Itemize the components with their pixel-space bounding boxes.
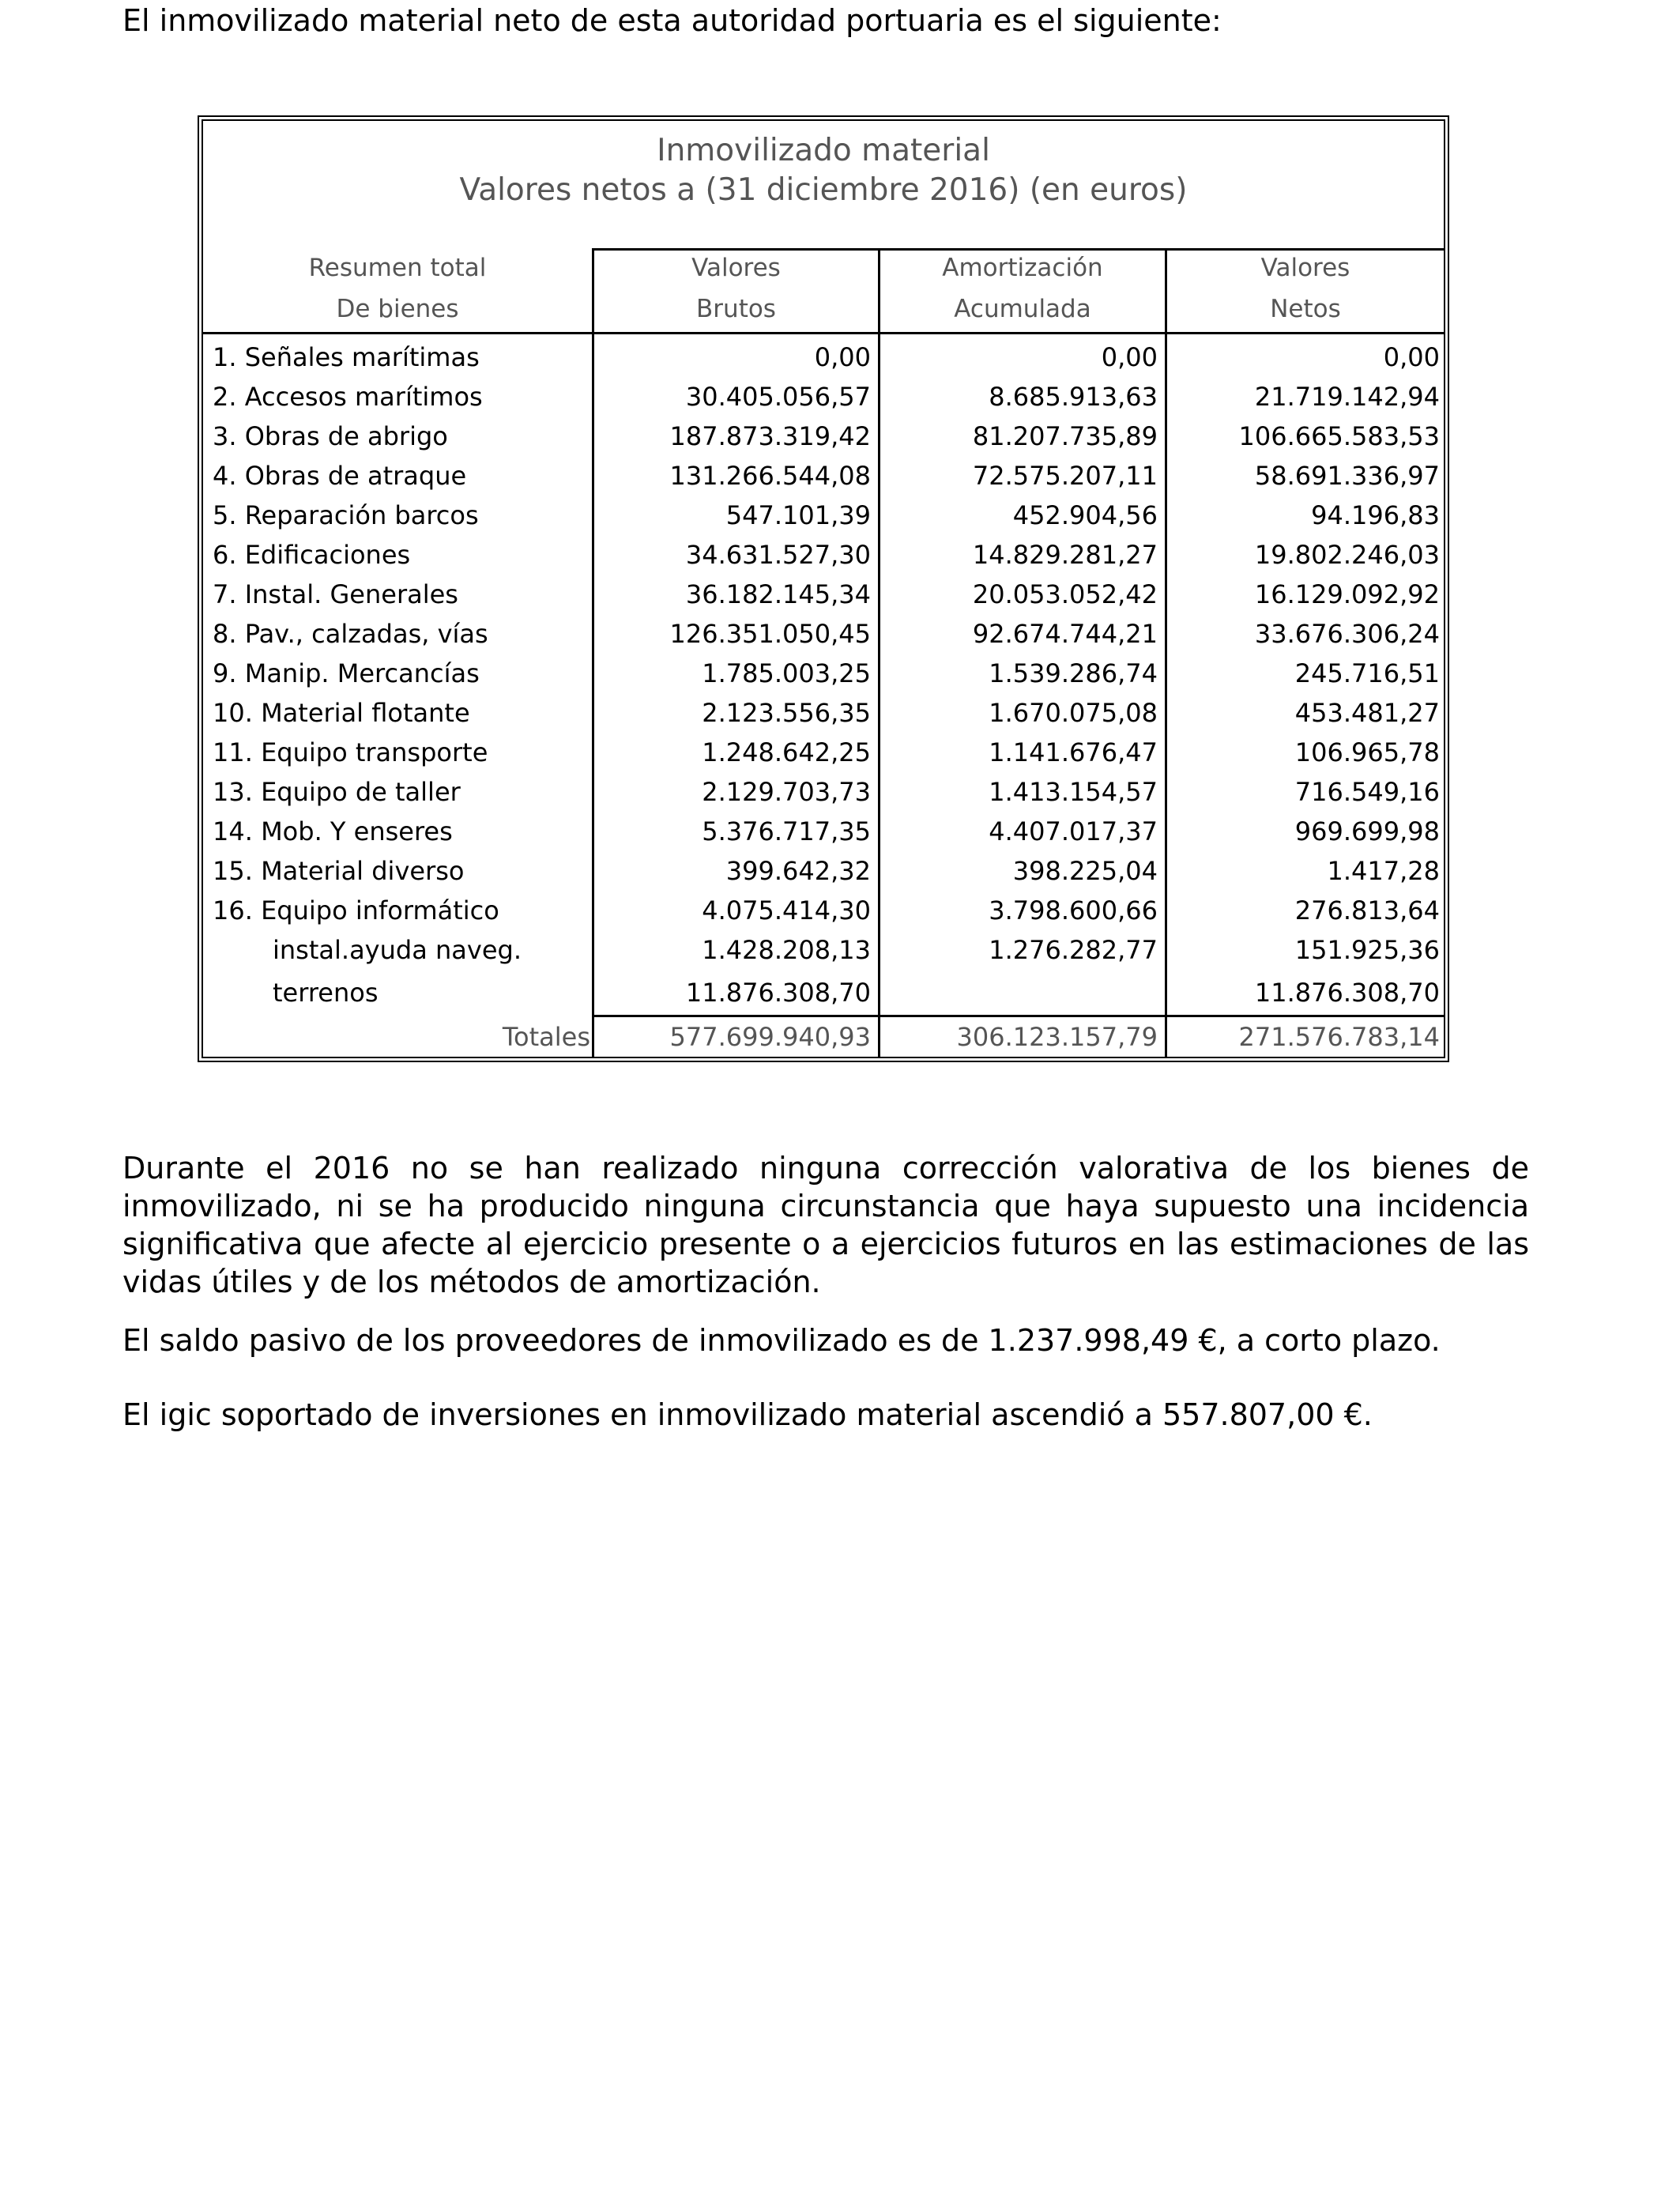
row-bruto: 399.642,32 bbox=[725, 856, 871, 886]
table-row bbox=[203, 891, 1444, 930]
table-row bbox=[203, 930, 1444, 970]
totals-row bbox=[203, 1017, 1444, 1057]
header-netos-line2: Netos bbox=[1270, 295, 1341, 323]
row-bruto: 187.873.319,42 bbox=[669, 421, 871, 451]
row-amort: 452.904,56 bbox=[1012, 500, 1158, 530]
row-neto: 58.691.336,97 bbox=[1254, 461, 1440, 491]
row-name: 4. Obras de atraque bbox=[213, 461, 467, 491]
row-neto: 33.676.306,24 bbox=[1254, 619, 1440, 649]
table-row bbox=[203, 377, 1444, 417]
row-bruto: 0,00 bbox=[814, 342, 871, 372]
row-name: 11. Equipo transporte bbox=[213, 737, 488, 767]
row-amort: 81.207.735,89 bbox=[972, 421, 1158, 451]
row-bruto: 1.785.003,25 bbox=[702, 658, 871, 688]
header-amortizacion-line2: Acumulada bbox=[954, 295, 1091, 323]
row-amort: 3.798.600,66 bbox=[989, 895, 1158, 925]
row-amort: 1.276.282,77 bbox=[989, 935, 1158, 965]
row-bruto: 30.405.056,57 bbox=[685, 382, 871, 412]
row-neto: 94.196,83 bbox=[1311, 500, 1440, 530]
row-amort: 20.053.052,42 bbox=[972, 579, 1158, 609]
row-bruto: 5.376.717,35 bbox=[702, 816, 871, 846]
header-brutos-line1: Valores bbox=[691, 254, 781, 282]
table-row bbox=[203, 575, 1444, 614]
row-neto: 0,00 bbox=[1383, 342, 1440, 372]
table-row bbox=[203, 535, 1444, 575]
row-amort: 1.413.154,57 bbox=[989, 777, 1158, 807]
header-resumen-line1: Resumen total bbox=[308, 254, 487, 282]
table-title-block bbox=[203, 121, 1444, 248]
table-row bbox=[203, 614, 1444, 654]
row-name: instal.ayuda naveg. bbox=[273, 935, 522, 965]
header-resumen bbox=[203, 247, 592, 330]
header-amortizacion-line1: Amortización bbox=[942, 254, 1103, 282]
table-row bbox=[203, 973, 1444, 1012]
row-neto: 16.129.092,92 bbox=[1254, 579, 1440, 609]
row-amort: 398.225,04 bbox=[1012, 856, 1158, 886]
row-amort: 1.539.286,74 bbox=[989, 658, 1158, 688]
row-bruto: 4.075.414,30 bbox=[702, 895, 871, 925]
row-amort: 14.829.281,27 bbox=[972, 540, 1158, 570]
row-amort: 4.407.017,37 bbox=[989, 816, 1158, 846]
totals-bruto: 577.699.940,93 bbox=[669, 1022, 871, 1052]
row-name: 8. Pav., calzadas, vías bbox=[213, 619, 488, 649]
row-name: 10. Material flotante bbox=[213, 698, 470, 728]
row-name: 14. Mob. Y enseres bbox=[213, 816, 453, 846]
row-name: 7. Instal. Generales bbox=[213, 579, 458, 609]
paragraph-igic: El igic soportado de inversiones en inmovilizado material ascendió a 557.807,00 €. bbox=[122, 1397, 1373, 1432]
row-name: 16. Equipo informático bbox=[213, 895, 499, 925]
header-brutos bbox=[594, 247, 878, 330]
row-neto: 21.719.142,94 bbox=[1254, 382, 1440, 412]
row-neto: 19.802.246,03 bbox=[1254, 540, 1440, 570]
row-name: 1. Señales marítimas bbox=[213, 342, 480, 372]
table-subtitle: Valores netos a (31 diciembre 2016) (en euros) bbox=[459, 172, 1188, 208]
row-name: 15. Material diverso bbox=[213, 856, 465, 886]
row-neto: 106.965,78 bbox=[1294, 737, 1440, 767]
row-bruto: 1.248.642,25 bbox=[702, 737, 871, 767]
row-name: 13. Equipo de taller bbox=[213, 777, 461, 807]
row-name: terrenos bbox=[273, 978, 379, 1008]
row-bruto: 36.182.145,34 bbox=[685, 579, 871, 609]
row-amort: 92.674.744,21 bbox=[972, 619, 1158, 649]
row-neto: 1.417,28 bbox=[1327, 856, 1440, 886]
table-row bbox=[203, 456, 1444, 496]
table-title: Inmovilizado material bbox=[657, 133, 990, 168]
row-neto: 969.699,98 bbox=[1294, 816, 1440, 846]
header-amortizacion bbox=[880, 247, 1165, 330]
row-neto: 276.813,64 bbox=[1294, 895, 1440, 925]
row-name: 9. Manip. Mercancías bbox=[213, 658, 480, 688]
row-name: 5. Reparación barcos bbox=[213, 500, 479, 530]
table-row bbox=[203, 654, 1444, 693]
paragraph-proveedores: El saldo pasivo de los proveedores de inmovilizado es de 1.237.998,49 €, a corto plazo. bbox=[122, 1323, 1441, 1358]
row-bruto: 547.101,39 bbox=[725, 500, 871, 530]
row-bruto: 11.876.308,70 bbox=[685, 978, 871, 1008]
row-neto: 716.549,16 bbox=[1294, 777, 1440, 807]
row-neto: 11.876.308,70 bbox=[1254, 978, 1440, 1008]
row-neto: 151.925,36 bbox=[1294, 935, 1440, 965]
row-amort: 0,00 bbox=[1101, 342, 1158, 372]
header-brutos-line2: Brutos bbox=[696, 295, 776, 323]
table-row bbox=[203, 417, 1444, 456]
paragraph-correccion: Durante el 2016 no se han realizado ninguna corrección valorativa de los bienes de inmovilizado, ni se ha producido ninguna circunstancia que haya supuesto una incidencia significativa que afecte al ejercicio presente o a ejercicios futuros en las estimaciones de las vidas útiles y de los métodos de amortización. bbox=[122, 1151, 1529, 1299]
row-amort: 72.575.207,11 bbox=[972, 461, 1158, 491]
table-row bbox=[203, 812, 1444, 851]
intro-text: El inmovilizado material neto de esta autoridad portuaria es el siguiente: bbox=[122, 3, 1222, 38]
table-row bbox=[203, 733, 1444, 772]
table-row bbox=[203, 772, 1444, 812]
row-name: 3. Obras de abrigo bbox=[213, 421, 448, 451]
table-row bbox=[203, 851, 1444, 891]
row-neto: 453.481,27 bbox=[1294, 698, 1440, 728]
header-divider bbox=[203, 332, 1444, 334]
totals-label: Totales bbox=[502, 1022, 590, 1052]
table-row bbox=[203, 693, 1444, 733]
row-bruto: 126.351.050,45 bbox=[669, 619, 871, 649]
asset-table bbox=[198, 115, 1449, 1062]
row-bruto: 2.129.703,73 bbox=[702, 777, 871, 807]
table-row bbox=[203, 337, 1444, 377]
row-bruto: 1.428.208,13 bbox=[702, 935, 871, 965]
row-amort: 1.670.075,08 bbox=[989, 698, 1158, 728]
row-name: 6. Edificaciones bbox=[213, 540, 411, 570]
row-amort: 1.141.676,47 bbox=[989, 737, 1158, 767]
row-bruto: 34.631.527,30 bbox=[685, 540, 871, 570]
table-row bbox=[203, 496, 1444, 535]
row-neto: 106.665.583,53 bbox=[1238, 421, 1440, 451]
totals-amort: 306.123.157,79 bbox=[956, 1022, 1158, 1052]
row-bruto: 131.266.544,08 bbox=[669, 461, 871, 491]
row-neto: 245.716,51 bbox=[1294, 658, 1440, 688]
row-bruto: 2.123.556,35 bbox=[702, 698, 871, 728]
header-netos bbox=[1167, 247, 1444, 330]
row-amort: 8.685.913,63 bbox=[989, 382, 1158, 412]
header-resumen-line2: De bienes bbox=[336, 295, 459, 323]
header-netos-line1: Valores bbox=[1260, 254, 1350, 282]
row-name: 2. Accesos marítimos bbox=[213, 382, 483, 412]
totals-neto: 271.576.783,14 bbox=[1238, 1022, 1440, 1052]
